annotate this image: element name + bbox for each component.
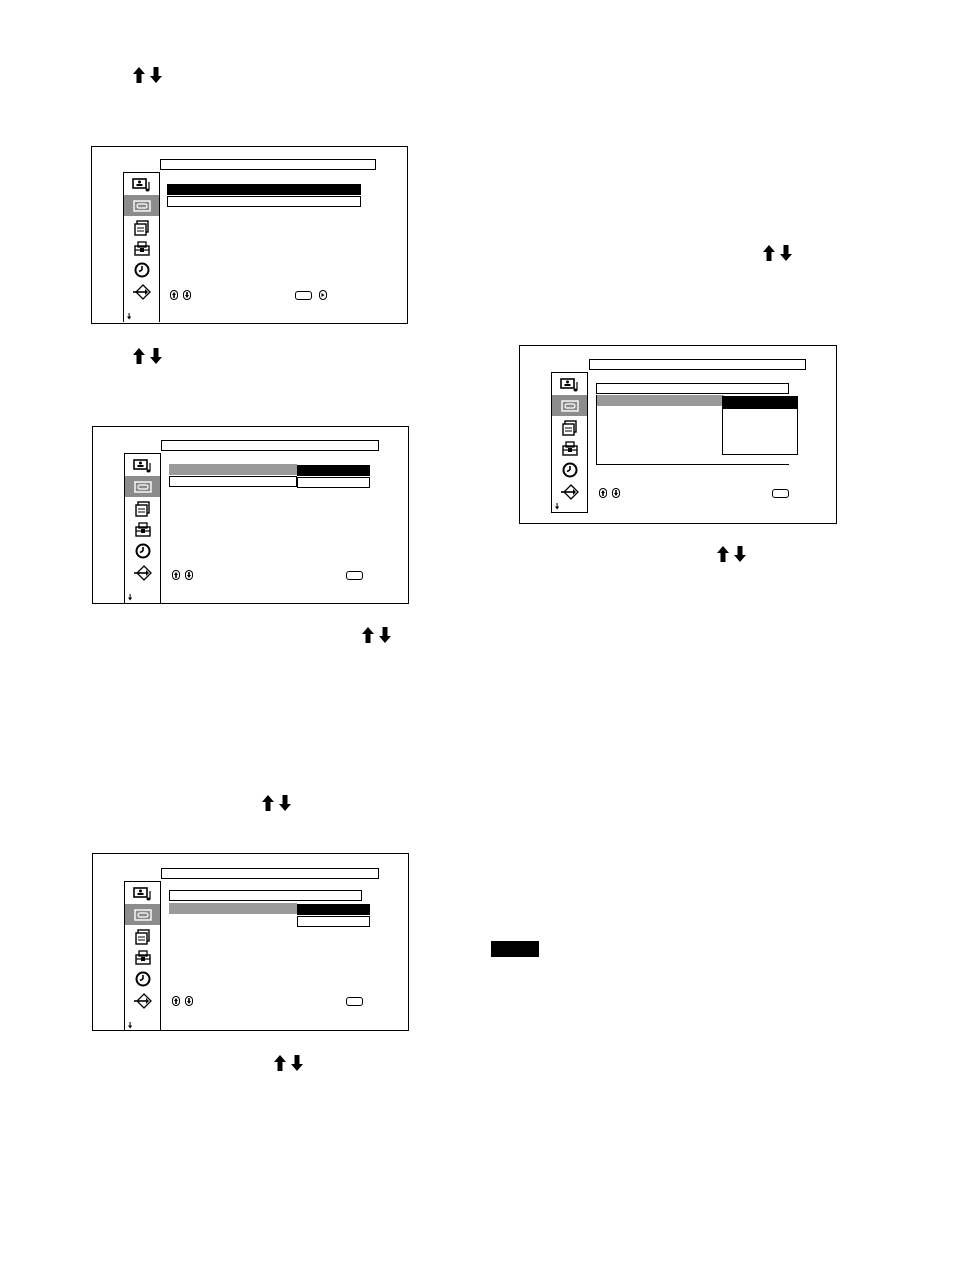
- scroll-down-icon[interactable]: [128, 1022, 133, 1029]
- clock-icon[interactable]: [552, 459, 587, 480]
- menu-screen-1: [91, 146, 408, 324]
- enter-button-icon: [295, 291, 312, 300]
- printer-icon[interactable]: [552, 438, 587, 459]
- up-down-buttons: [172, 570, 193, 580]
- up-button-icon: [172, 996, 180, 1006]
- up-button-icon: [599, 488, 607, 498]
- menu-screen-4: [519, 345, 837, 524]
- down-button-icon: [185, 570, 193, 580]
- setup-icon[interactable]: [124, 217, 159, 238]
- up-down-arrows-icon: [133, 67, 163, 85]
- clock-icon[interactable]: [125, 540, 160, 561]
- menu-item[interactable]: [169, 890, 362, 901]
- submenu-option-selected[interactable]: [297, 465, 370, 476]
- submenu-option[interactable]: [297, 916, 370, 927]
- note-label: [491, 941, 539, 957]
- menu-item[interactable]: [167, 196, 361, 207]
- menu-item[interactable]: [169, 476, 297, 487]
- picture-sound-icon[interactable]: [125, 455, 160, 476]
- up-down-arrows-icon: [717, 546, 747, 564]
- down-button-icon: [183, 290, 191, 300]
- up-button-icon: [170, 290, 178, 300]
- picture-sound-icon[interactable]: [552, 374, 587, 395]
- scroll-down-icon[interactable]: [127, 313, 132, 320]
- input-icon[interactable]: [125, 990, 160, 1011]
- setup-icon[interactable]: [552, 417, 587, 438]
- screen-icon[interactable]: [125, 476, 160, 497]
- menu-item-selected[interactable]: [167, 184, 361, 195]
- menu-screen-3: [92, 853, 409, 1031]
- submenu-option-selected[interactable]: [297, 904, 370, 915]
- down-button-icon: [612, 488, 620, 498]
- menu-item-selected[interactable]: [169, 464, 297, 475]
- clock-icon[interactable]: [124, 259, 159, 280]
- scroll-down-icon[interactable]: [555, 503, 560, 510]
- input-icon[interactable]: [552, 481, 587, 502]
- input-icon[interactable]: [124, 281, 159, 302]
- menu-sidebar: [551, 372, 588, 513]
- printer-icon[interactable]: [125, 519, 160, 540]
- picture-sound-icon[interactable]: [124, 174, 159, 195]
- menu-title-bar: [161, 868, 379, 879]
- picture-sound-icon[interactable]: [125, 883, 160, 904]
- menu-title-bar: [160, 159, 376, 170]
- submenu-option[interactable]: [297, 477, 370, 488]
- enter-button-icon: [772, 489, 789, 498]
- enter-button-icon: [346, 997, 363, 1006]
- menu-sidebar: [124, 881, 161, 1031]
- scroll-down-icon[interactable]: [128, 594, 133, 601]
- printer-icon[interactable]: [124, 238, 159, 259]
- dropdown-option-selected[interactable]: [723, 397, 797, 409]
- menu-sidebar: [124, 453, 161, 603]
- menu-screen-2: [92, 426, 409, 604]
- printer-icon[interactable]: [125, 947, 160, 968]
- up-down-buttons: [172, 996, 193, 1006]
- setup-icon[interactable]: [125, 498, 160, 519]
- setup-icon[interactable]: [125, 926, 160, 947]
- down-button-icon: [185, 996, 193, 1006]
- up-down-arrows-icon: [133, 348, 163, 366]
- screen-icon[interactable]: [124, 195, 159, 216]
- dropdown-list[interactable]: [722, 396, 798, 455]
- screen-icon[interactable]: [552, 395, 587, 416]
- up-down-arrows-icon: [763, 245, 793, 263]
- up-down-arrows-icon: [274, 1055, 304, 1073]
- screen-icon[interactable]: [125, 904, 160, 925]
- up-down-buttons: [599, 488, 620, 498]
- up-down-buttons: [170, 290, 191, 300]
- up-button-icon: [172, 570, 180, 580]
- up-down-arrows-icon: [262, 795, 292, 813]
- menu-title-bar: [589, 359, 806, 370]
- menu-title-bar: [161, 440, 379, 451]
- enter-button-icon: [346, 571, 363, 580]
- menu-sidebar: [123, 172, 160, 322]
- up-down-arrows-icon: [362, 627, 392, 645]
- menu-item-selected[interactable]: [169, 903, 297, 914]
- input-icon[interactable]: [125, 562, 160, 583]
- menu-item[interactable]: [596, 383, 789, 394]
- joystick-button-icon: [319, 290, 327, 300]
- clock-icon[interactable]: [125, 968, 160, 989]
